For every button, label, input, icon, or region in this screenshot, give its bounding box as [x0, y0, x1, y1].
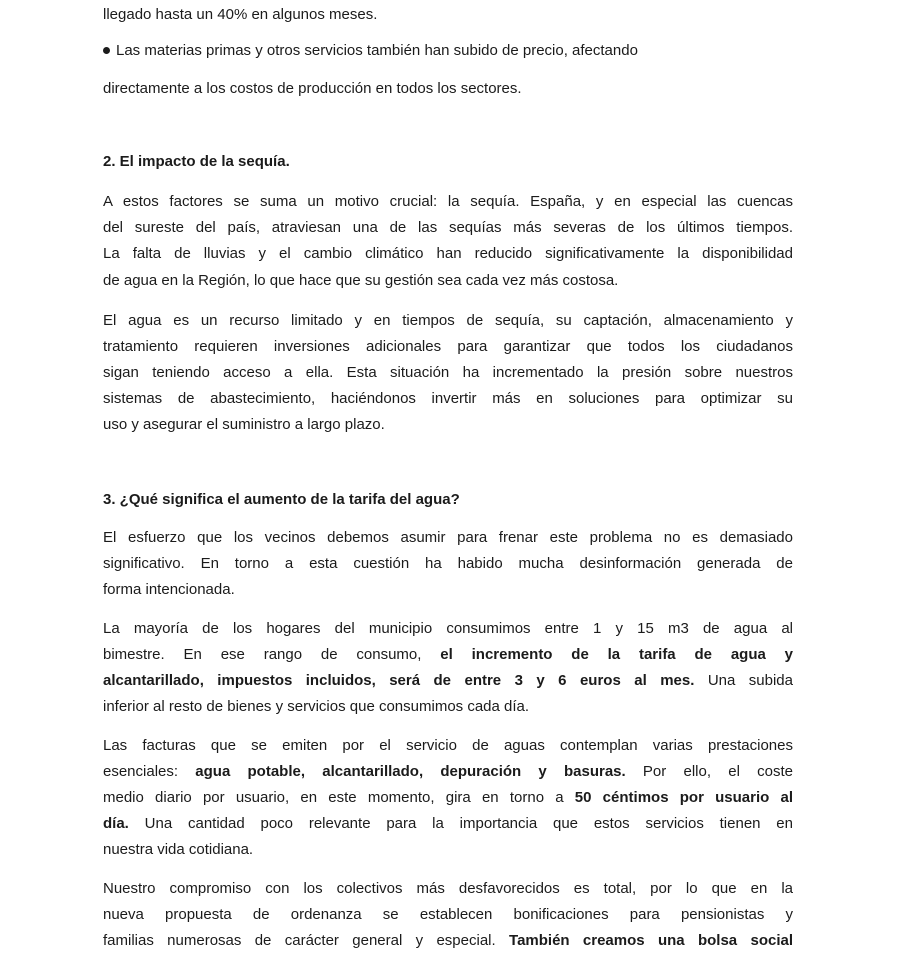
text-run: medio diario por usuario, en este momento, gira en torno a: [103, 789, 575, 806]
paragraph-line: [103, 931, 793, 951]
paragraph-line: Nuestro compromiso con los colectivos más desfavorecidos es total, por lo que en la: [103, 880, 793, 897]
paragraph-line: [103, 762, 793, 782]
paragraph-line: sistemas de abastecimiento, haciéndonos invertir más en soluciones para optimizar su: [103, 390, 793, 407]
bold-run: 50 céntimos por usuario al: [574, 789, 793, 806]
bold-run: También creamos una bolsa social: [509, 932, 793, 949]
paragraph-line: uso y asegurar el suministro a largo plazo.: [103, 416, 385, 433]
paragraph-line: A estos factores se suma un motivo crucial: la sequía. España, y en especial las cuencas: [103, 193, 793, 210]
paragraph-line: [103, 671, 793, 691]
text-run: Una cantidad poco relevante para la importancia que estos servicios tienen en: [128, 815, 793, 832]
section-heading: 2. El impacto de la sequía.: [103, 153, 290, 170]
paragraph-line: [103, 814, 793, 834]
paragraph-line: nueva propuesta de ordenanza se establecen bonificaciones para pensionistas y: [103, 906, 793, 923]
paragraph-line: El agua es un recurso limitado y en tiempos de sequía, su captación, almacenamiento y: [103, 312, 793, 329]
paragraph-line: tratamiento requieren inversiones adicionales para garantizar que todos los ciudadanos: [103, 338, 793, 355]
intro-line: llegado hasta un 40% en algunos meses.: [103, 6, 378, 23]
bullet-continuation: directamente a los costos de producción en todos los sectores.: [103, 80, 522, 97]
bullet-item: [103, 41, 793, 61]
paragraph-line: [103, 788, 793, 808]
bullet-icon: [103, 47, 110, 54]
bold-run: el incremento de la tarifa de agua y: [440, 646, 793, 663]
paragraph-line: [103, 645, 793, 665]
text-run: familias numerosas de carácter general y especial.: [103, 932, 510, 949]
bold-run: agua potable, alcantarillado, depuración y basuras.: [195, 763, 626, 780]
bold-run: día.: [103, 815, 129, 832]
bullet-text: Las materias primas y otros servicios también han subido de precio, afectando: [116, 42, 638, 59]
text-run: Por ello, el coste: [625, 763, 793, 780]
text-run: bimestre. En ese rango de consumo,: [103, 646, 441, 663]
paragraph-line: forma intencionada.: [103, 581, 235, 598]
text-run: Una subida: [694, 672, 793, 689]
paragraph-line: inferior al resto de bienes y servicios que consumimos cada día.: [103, 698, 530, 715]
paragraph-line: significativo. En torno a esta cuestión ha habido mucha desinformación generada de: [103, 555, 793, 572]
section-heading: 3. ¿Qué significa el aumento de la tarifa del agua?: [103, 491, 460, 508]
paragraph-line: sigan teniendo acceso a ella. Esta situación ha incrementado la presión sobre nuestros: [103, 364, 793, 381]
paragraph-line: Las facturas que se emiten por el servicio de aguas contemplan varias prestaciones: [103, 737, 793, 754]
paragraph-line: La mayoría de los hogares del municipio consumimos entre 1 y 15 m3 de agua al: [103, 620, 793, 637]
text-run: esenciales:: [103, 763, 196, 780]
paragraph-line: de agua en la Región, lo que hace que su gestión sea cada vez más costosa.: [103, 272, 619, 289]
paragraph-line: del sureste del país, atraviesan una de las sequías más severas de los últimos tiempos.: [103, 219, 793, 236]
paragraph-line: El esfuerzo que los vecinos debemos asumir para frenar este problema no es demasiado: [103, 529, 793, 546]
paragraph-line: La falta de lluvias y el cambio climático han reducido significativamente la disponibilidad: [103, 245, 793, 262]
bold-run: alcantarillado, impuestos incluidos, será de entre 3 y 6 euros al mes.: [103, 672, 695, 689]
paragraph-line: nuestra vida cotidiana.: [103, 841, 254, 858]
